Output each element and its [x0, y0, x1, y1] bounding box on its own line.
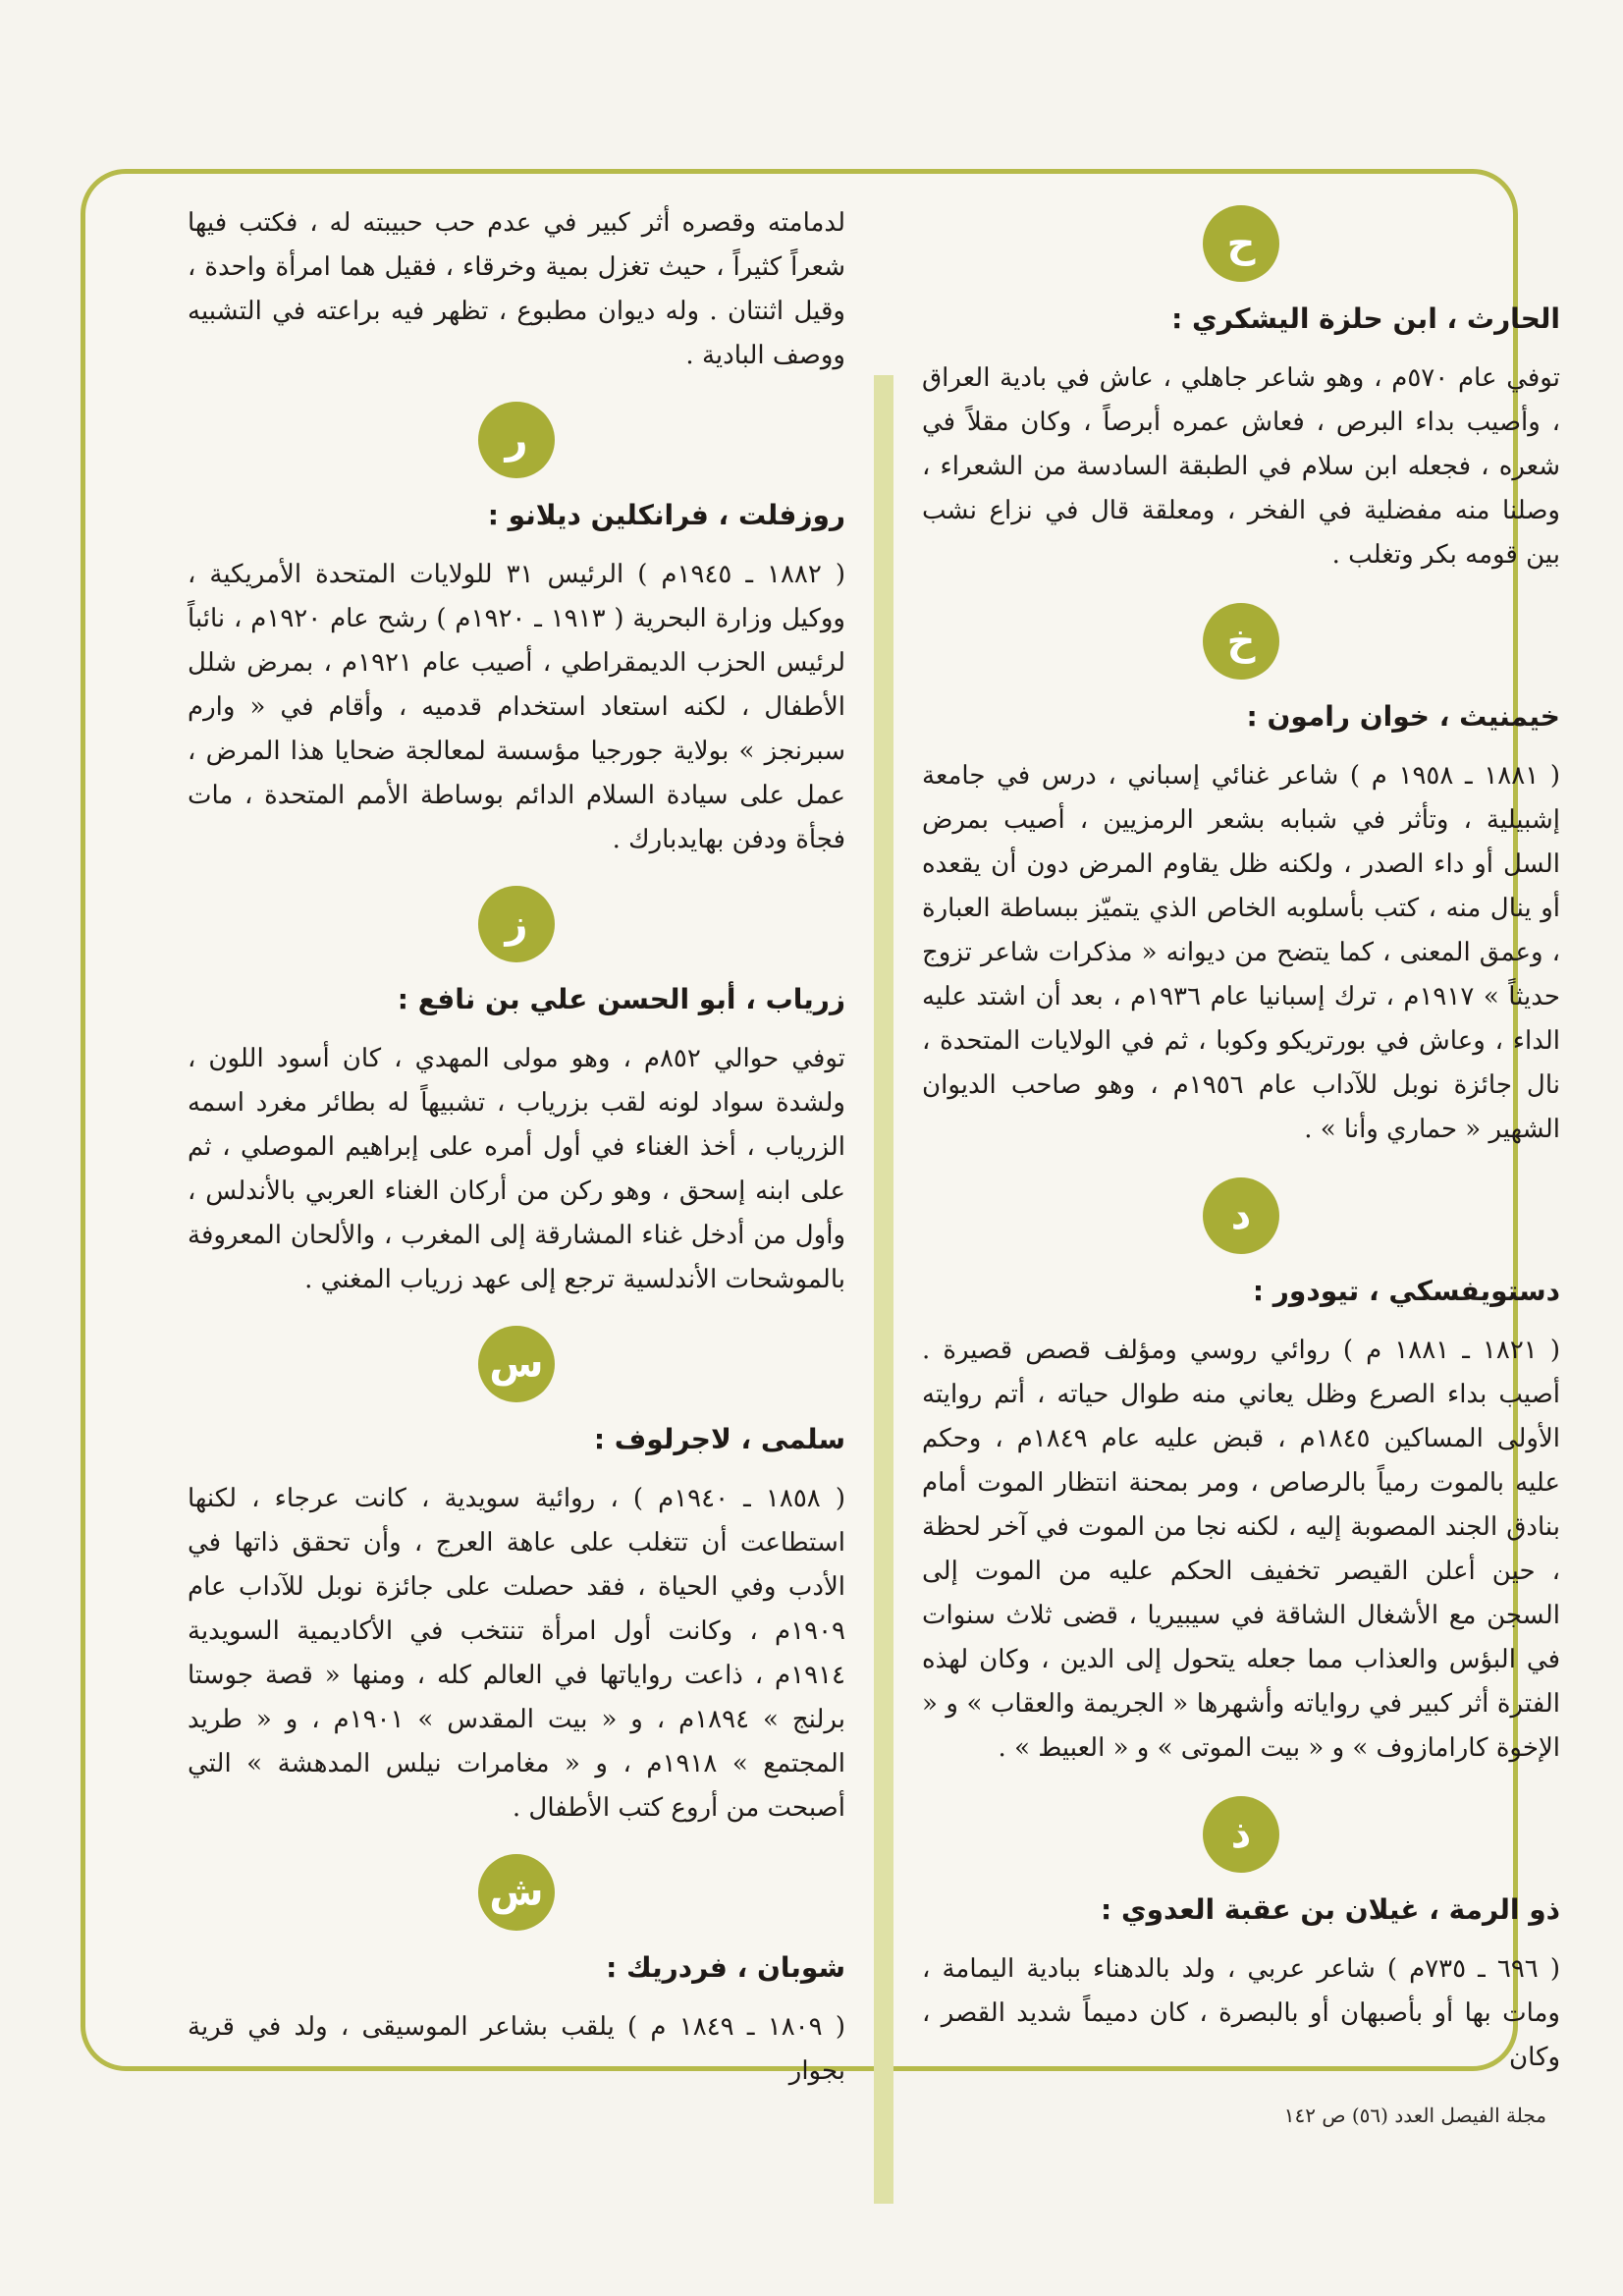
letter-badge: ر	[478, 402, 555, 478]
entry-title: شوبان ، فردريك :	[606, 1951, 845, 1984]
entry-body: لدمامته وقصره أثر كبير في عدم حب حبيبته له ، فكتب فيها شعراً كثيراً ، حيث تغزل بمية وخرقاء ، فقيل هما امرأة واحدة ، وقيل اثنتان . وله ديوان مطبوع ، تظهر فيه براعته في التشبيه ووصف البادية .	[188, 208, 845, 370]
entry	[188, 1326, 845, 1831]
entry-body: ( ٦٩٦ ـ ٧٣٥م ) شاعر عربي ، ولد بالدهناء ببادية اليمامة ، ومات بها أو بأصبهان أو بالبصرة ، كان دميماً شديد القصر ، وكان	[922, 1954, 1560, 2072]
page-footer: مجلة الفيصل العدد (٥٦) ص ١٤٢	[1283, 2104, 1546, 2127]
entry-title: سلمى ، لاجرلوف :	[593, 1423, 845, 1455]
letter-badge: ذ	[1203, 1796, 1279, 1873]
letter-badge: د	[1203, 1177, 1279, 1254]
entry	[922, 1796, 1560, 2080]
letter-badge: خ	[1203, 603, 1279, 680]
entry	[922, 205, 1560, 577]
entry-body: توفي حوالي ٨٥٢م ، وهو مولى المهدي ، كان أسود اللون ، ولشدة سواد لونه لقب بزرياب ، تشبيهاً له بطائر مغرد اسمه الزرياب ، أخذ الغناء في أول أمره على إبراهيم الموصلي ، ثم على ابنه إسحق ، وهو ركن من أركان الغناء العربي بالأندلس ، وأول من أدخل غناء المشارقة إلى المغرب ، والألحان المعروفة بالموشحات الأندلسية ترجع إلى عهد زرياب المغني .	[188, 1044, 846, 1294]
entry-body: ( ١٨٢١ ـ ١٨٨١ م ) روائي روسي ومؤلف قصص قصيرة . أصيب بداء الصرع وظل يعاني منه طوال حياته ، أتم روايته الأولى المساكين ١٨٤٥م ، قبض عليه عام ١٨٤٩م ، وحكم عليه بالموت رمياً بالرصاص ، ومر بمحنة انتظار الموت أمام بنادق الجند المصوبة إليه ، لكنه نجا من الموت في آخر لحظة ، حين أعلن القيصر تخفيف الحكم عليه من الموت إلى السجن مع الأشغال الشاقة في سيبيريا ، قضى ثلاث سنوات في البؤس والعذاب مما جعله يتحول إلى الدين ، وكان لهذه الفترة أثر كبير في رواياته وأشهرها « الجريمة والعقاب » و « الإخوة كارامازوف » و « بيت الموتى » و « العبيط » .	[922, 1336, 1561, 1763]
entry-title: خيمنيث ، خوان رامون :	[1246, 700, 1560, 733]
letter-badge: س	[478, 1326, 555, 1402]
letter-badge: ح	[1203, 205, 1279, 282]
entry-body: توفي عام ٥٧٠م ، وهو شاعر جاهلي ، عاش في بادية العراق ، وأصيب بداء البرص ، فعاش عمره أبرصاً ، وكان مقلاً في شعره ، فجعله ابن سلام في الطبقة السادسة من الشعراء ، وصلنا منه مفضلية في الفخر ، ومعلقة قال في نزاع نشب بين قومه بكر وتغلب .	[922, 363, 1560, 570]
right-column	[922, 186, 1560, 2080]
entry	[922, 603, 1560, 1152]
entry-body: ( ١٨٥٨ ـ ١٩٤٠م ) ، روائية سويدية ، كانت عرجاء ، لكنها استطاعت أن تتغلب على عاهة العرج ، وأن تحقق ذاتها في الأدب وفي الحياة ، فقد حصلت على جائزة نوبل للآداب عام ١٩٠٩م ، وكانت أول امرأة تنتخب في الأكاديمية السويدية ١٩١٤م ، ذاعت رواياتها في العالم كله ، ومنها « قصة جوستا برلنج » ١٨٩٤م ، و « بيت المقدس » ١٩٠١م ، و « طريد المجتمع » ١٩١٨م ، و « مغامرات نيلس المدهشة » التي أصبحت من أروع كتب الأطفال .	[188, 1484, 845, 1823]
entry-continuation	[188, 201, 845, 378]
entry-body: ( ١٨٨١ ـ ١٩٥٨ م ) شاعر غنائي إسباني ، درس في جامعة إشبيلية ، وتأثر في شبابه بشعر الرمزيين ، أصيب بمرض السل أو داء الصدر ، ولكنه ظل يقاوم المرض دون أن يقعده أو ينال منه ، كتب بأسلوبه الخاص الذي يتميّز ببساطة العبارة ، وعمق المعنى ، كما يتضح من ديوانه « مذكرات شاعر تزوج حديثاً » ١٩١٧م ، ترك إسبانيا عام ١٩٣٦م ، بعد أن اشتد عليه الداء ، وعاش في بورتريكو وكوبا ، ثم في الولايات المتحدة ، نال جائزة نوبل للآداب عام ١٩٥٦م ، وهو صاحب الديوان الشهير « حماري وأنا » .	[922, 761, 1560, 1144]
entry-title: دستويفسكي ، تيودور :	[1252, 1275, 1560, 1307]
entry-body: ( ١٨٠٩ ـ ١٨٤٩ م ) يلقب بشاعر الموسيقى ، ولد في قرية بجوار	[188, 2012, 845, 2086]
page-frame	[81, 169, 1561, 2086]
entry	[188, 1854, 845, 2094]
entry	[188, 886, 845, 1302]
letter-badge: ش	[478, 1854, 555, 1931]
entry-title: روزفلت ، فرانكلين ديلانو :	[487, 499, 845, 531]
letter-badge: ز	[478, 886, 555, 962]
entry-title: زرياب ، أبو الحسن علي بن نافع :	[397, 983, 845, 1015]
entry-title: ذو الرمة ، غيلان بن عقبة العدوي :	[1101, 1893, 1560, 1926]
column-divider	[874, 375, 893, 2204]
entry-body: ( ١٨٨٢ ـ ١٩٤٥م ) الرئيس ٣١ للولايات المتحدة الأمريكية ، ووكيل وزارة البحرية ( ١٩١٣ ـ ١٩٢٠م ) رشح عام ١٩٢٠م ، نائباً لرئيس الحزب الديمقراطي ، أصيب عام ١٩٢١م ، بمرض شلل الأطفال ، لكنه استعاد استخدام قدميه ، وأقام في « وارم سبرنجز » بولاية جورجيا مؤسسة لمعالجة ضحايا هذا المرض ، عمل على سيادة السلام الدائم بوساطة الأمم المتحدة ، مات فجأة ودفن بهايدبارك .	[188, 560, 845, 854]
entry-title: الحارث ، ابن حلزة اليشكري :	[1171, 302, 1560, 335]
entry	[922, 1177, 1560, 1771]
entry	[188, 402, 845, 862]
left-column	[188, 201, 845, 2094]
